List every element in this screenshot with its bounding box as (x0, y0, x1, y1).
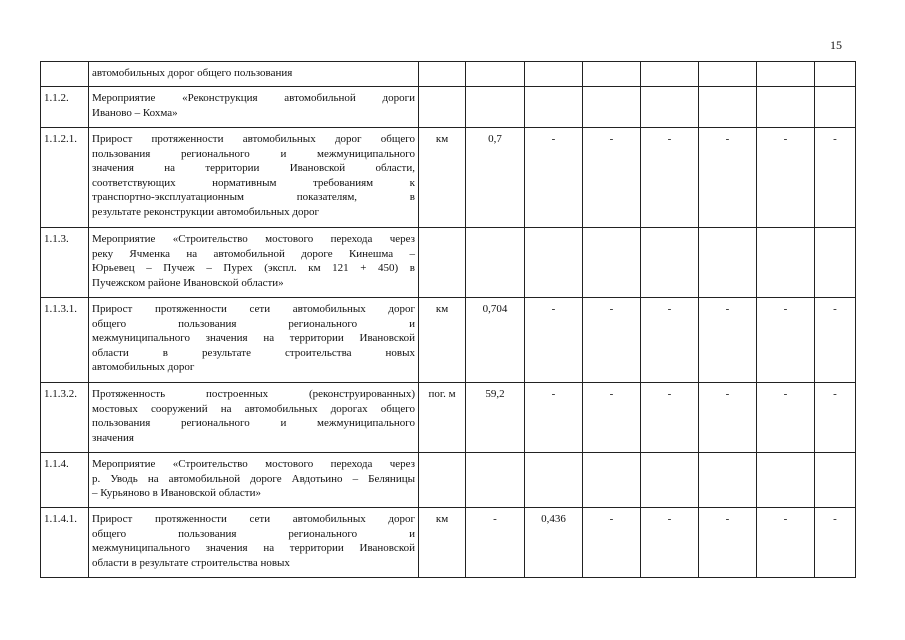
table-row (41, 453, 856, 508)
table-row (41, 228, 856, 298)
value-cell: - (641, 128, 699, 228)
value-cell: - (466, 508, 525, 578)
value-cell (815, 87, 856, 128)
value-cell: - (757, 128, 815, 228)
table-row (41, 298, 856, 383)
description-line: межмуниципального значения на территории Ивановской (92, 542, 415, 555)
value-cell: - (525, 128, 583, 228)
value-cell (466, 453, 525, 508)
row-description (89, 453, 419, 508)
row-description (89, 508, 419, 578)
description-line: транспортно-эксплуатационным показателям, в (92, 191, 415, 204)
value-cell (466, 228, 525, 298)
row-description (89, 228, 419, 298)
row-number: 1.1.3.2. (41, 383, 89, 453)
row-unit: пог. м (419, 383, 466, 453)
description-line: области в результате строительства новых (92, 346, 415, 359)
value-cell (757, 453, 815, 508)
description-line: Юрьевец – Пучеж – Пурех (экспл. км 121 + 450) в (92, 262, 415, 275)
value-cell (641, 62, 699, 87)
description-line: Иваново – Кохма» (92, 106, 178, 119)
value-cell: - (699, 128, 757, 228)
value-cell: - (641, 298, 699, 383)
value-cell: - (757, 383, 815, 453)
value-cell (641, 87, 699, 128)
value-cell (583, 228, 641, 298)
description-line: Прирост протяженности сети автомобильных дорог (92, 303, 415, 315)
value-cell (525, 87, 583, 128)
value-cell: - (583, 383, 641, 453)
value-cell (466, 87, 525, 128)
value-cell (525, 228, 583, 298)
table-row (41, 383, 856, 453)
value-cell: 0,704 (466, 298, 525, 383)
value-cell (583, 62, 641, 87)
value-cell: - (757, 298, 815, 383)
row-unit (419, 62, 466, 87)
row-description (89, 62, 419, 87)
description-line: р. Уводь на автомобильной дороге Авдотьино – Беляницы (92, 472, 415, 485)
description-line: реку Ячменка на автомобильной дороге Кинешма – (92, 247, 415, 260)
row-number: 1.1.3. (41, 228, 89, 298)
page-number: 15 (830, 38, 842, 52)
description-line: области в результате строительства новых (92, 556, 290, 569)
row-number: 1.1.4.1. (41, 508, 89, 578)
row-description (89, 87, 419, 128)
description-line: межмуниципального значения на территории Ивановской (92, 332, 415, 345)
row-unit: км (419, 298, 466, 383)
description-line: общего пользования регионального и (92, 527, 415, 540)
value-cell: - (583, 128, 641, 228)
row-number: 1.1.3.1. (41, 298, 89, 383)
description-line: пользования регионального и межмуниципального (92, 417, 415, 430)
value-cell (699, 228, 757, 298)
value-cell (815, 453, 856, 508)
value-cell: - (815, 508, 856, 578)
value-cell (641, 228, 699, 298)
value-cell (583, 453, 641, 508)
row-number: 1.1.2. (41, 87, 89, 128)
table-row (41, 128, 856, 228)
description-line: значения (92, 431, 134, 444)
description-line: Мероприятие «Строительство мостового перехода через (92, 458, 415, 470)
value-cell: 59,2 (466, 383, 525, 453)
value-cell: - (699, 383, 757, 453)
row-description (89, 298, 419, 383)
value-cell: - (641, 383, 699, 453)
description-line: автомобильных дорог (92, 361, 195, 374)
description-line: пользования регионального и межмуниципального (92, 147, 415, 160)
value-cell: - (525, 298, 583, 383)
row-number (41, 62, 89, 87)
row-unit: км (419, 128, 466, 228)
description-line: Мероприятие «Реконструкция автомобильной дороги (92, 92, 415, 104)
row-unit: км (419, 508, 466, 578)
description-line: мостовых сооружений на автомобильных дорогах общего (92, 402, 415, 415)
value-cell: - (815, 298, 856, 383)
value-cell: 0,7 (466, 128, 525, 228)
description-line: Мероприятие «Строительство мостового перехода через (92, 233, 415, 245)
table-body (41, 62, 856, 578)
value-cell (699, 62, 757, 87)
table-row (41, 62, 856, 87)
value-cell (757, 87, 815, 128)
description-line: автомобильных дорог общего пользования (92, 67, 293, 79)
value-cell: 0,436 (525, 508, 583, 578)
value-cell (583, 87, 641, 128)
description-line: Прирост протяженности сети автомобильных дорог (92, 513, 415, 525)
value-cell (815, 228, 856, 298)
value-cell: - (699, 298, 757, 383)
row-unit (419, 87, 466, 128)
value-cell (757, 228, 815, 298)
value-cell (815, 62, 856, 87)
description-line: соответствующих нормативным требованиям к (92, 176, 415, 189)
table-row (41, 87, 856, 128)
value-cell (466, 62, 525, 87)
description-line: общего пользования регионального и (92, 317, 415, 330)
value-cell: - (699, 508, 757, 578)
description-line: значения на территории Ивановской области, (92, 162, 415, 175)
row-unit (419, 453, 466, 508)
indicators-table (40, 61, 856, 578)
value-cell: - (641, 508, 699, 578)
row-number: 1.1.2.1. (41, 128, 89, 228)
value-cell: - (525, 383, 583, 453)
description-line: Пучежском районе Ивановской области» (92, 276, 284, 289)
value-cell (757, 62, 815, 87)
description-line: – Курьяново в Ивановской области» (92, 487, 262, 500)
value-cell: - (583, 298, 641, 383)
description-line: результате реконструкции автомобильных дорог (92, 205, 320, 218)
value-cell (525, 453, 583, 508)
value-cell: - (757, 508, 815, 578)
description-line: Прирост протяженности автомобильных дорог общего (92, 133, 415, 145)
value-cell (525, 62, 583, 87)
row-unit (419, 228, 466, 298)
value-cell: - (815, 128, 856, 228)
value-cell (699, 87, 757, 128)
value-cell: - (583, 508, 641, 578)
row-description (89, 383, 419, 453)
row-description (89, 128, 419, 228)
table-row (41, 508, 856, 578)
value-cell (699, 453, 757, 508)
value-cell: - (815, 383, 856, 453)
row-number: 1.1.4. (41, 453, 89, 508)
value-cell (641, 453, 699, 508)
description-line: Протяженность построенных (реконструированных) (92, 388, 415, 400)
